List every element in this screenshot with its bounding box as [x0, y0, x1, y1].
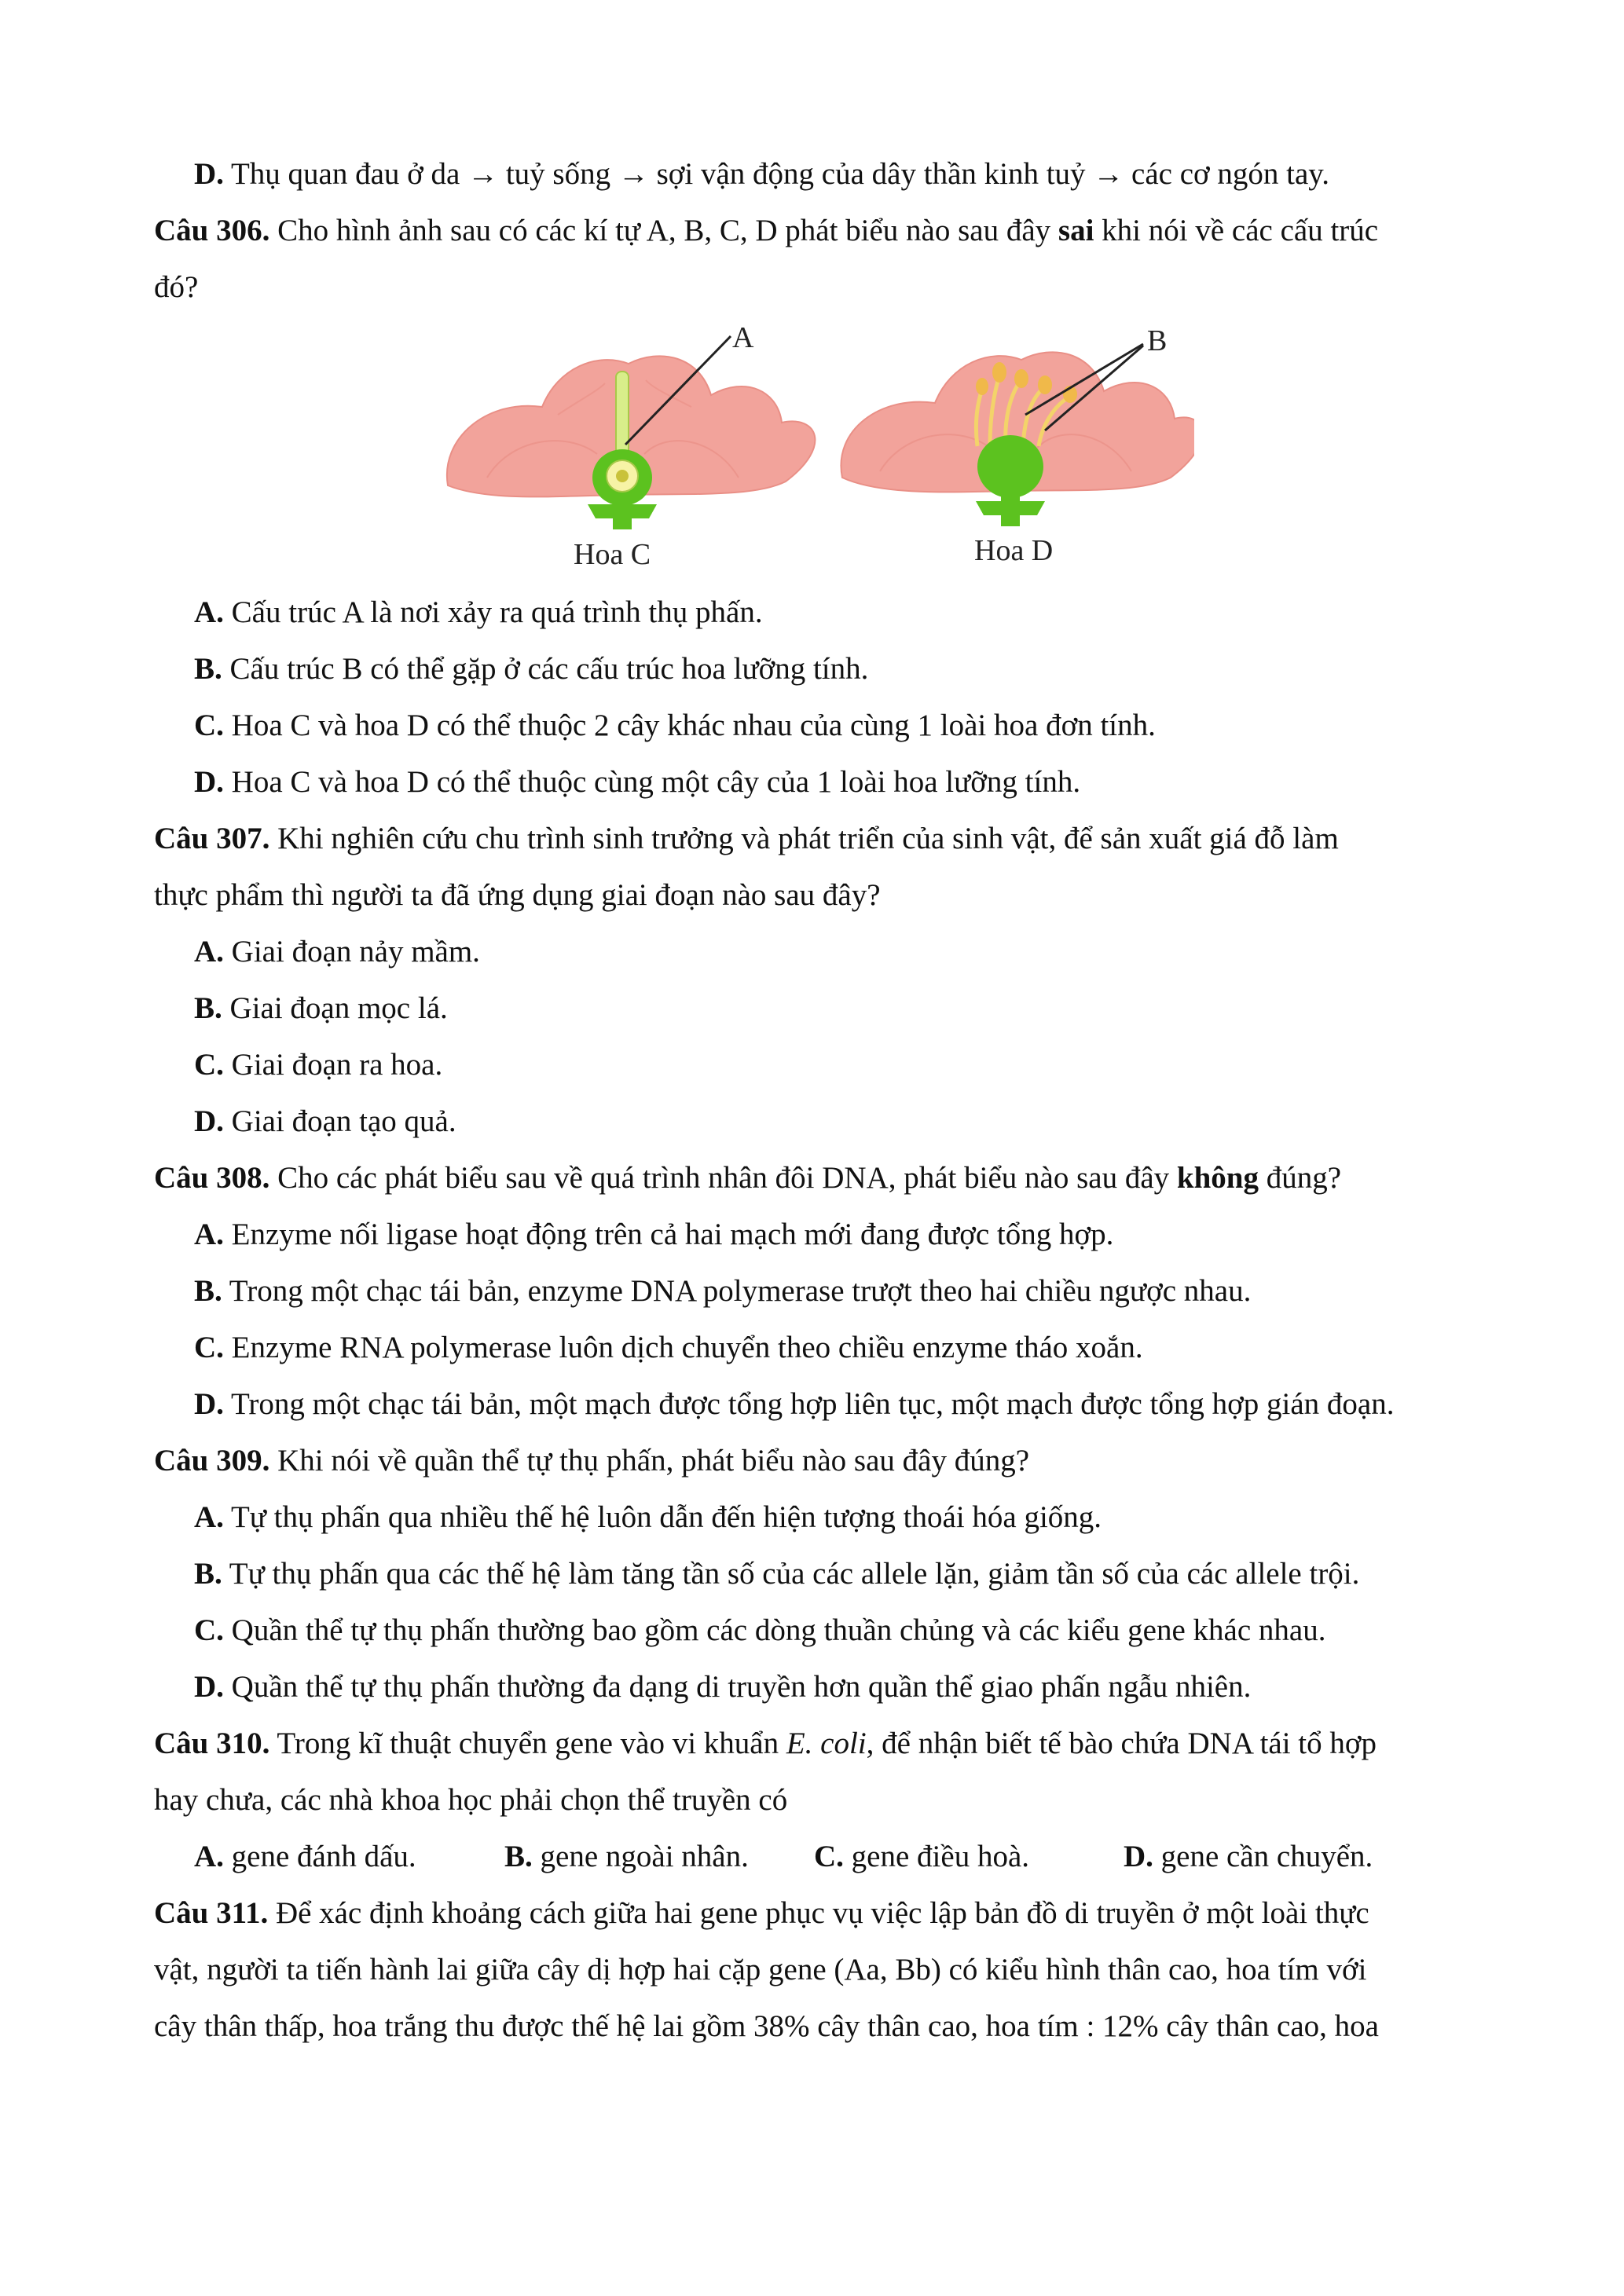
option-letter: B.	[194, 991, 222, 1025]
option-letter: D.	[194, 1387, 224, 1421]
question-310	[154, 1725, 1377, 1763]
option-text: gene điều hoà.	[843, 1840, 1029, 1873]
flower-c	[447, 321, 816, 571]
option-text: Trong một chạc tái bản, một mạch được tổng hợp liên tục, một mạch được tổng hợp gián đoạn.	[223, 1387, 1395, 1421]
option-307-c	[194, 1046, 442, 1084]
option-text: gene cần chuyển.	[1153, 1840, 1373, 1873]
option-text: gene ngoài nhân.	[532, 1840, 749, 1873]
option-letter: C.	[194, 1048, 224, 1082]
option-text: Giai đoạn nảy mầm.	[223, 935, 480, 969]
question-label: Câu 306.	[154, 214, 270, 247]
option-305-d	[194, 156, 1329, 193]
flower-d	[841, 324, 1194, 567]
option-text: Enzyme nối ligase hoạt động trên cả hai mạch mới đang được tổng hợp.	[223, 1218, 1114, 1251]
option-letter: A.	[194, 935, 224, 969]
option-letter: D.	[1124, 1840, 1153, 1873]
option-307-b	[194, 990, 448, 1027]
question-emphasis: không	[1176, 1161, 1259, 1195]
question-text: Khi nghiên cứu chu trình sinh trưởng và phát triển của sinh vật, để sản xuất giá đỗ làm	[269, 822, 1339, 855]
marker-a: A	[732, 321, 754, 354]
question-label: Câu 310.	[154, 1727, 270, 1760]
option-letter: A.	[194, 595, 224, 629]
option-text: Enzyme RNA polymerase luôn dịch chuyển theo chiều enzyme tháo xoắn.	[223, 1331, 1143, 1364]
question-label: Câu 307.	[154, 822, 270, 855]
option-letter: B.	[194, 1557, 222, 1591]
question-307	[154, 820, 1339, 858]
option-309-b	[194, 1555, 1359, 1593]
option-letter: D.	[194, 765, 224, 799]
option-310-c	[814, 1838, 1029, 1876]
option-letter: D.	[194, 1670, 224, 1704]
question-308	[154, 1159, 1341, 1197]
option-letter: A.	[194, 1840, 224, 1873]
option-309-a	[194, 1499, 1102, 1536]
question-label: Câu 311.	[154, 1896, 269, 1930]
question-text: Trong kĩ thuật chuyển gene vào vi khuẩn	[269, 1727, 786, 1760]
option-letter: C.	[194, 1331, 224, 1364]
flower-d-label: Hoa D	[974, 534, 1054, 567]
option-text: Trong một chạc tái bản, enzyme DNA polymerase trượt theo hai chiều ngược nhau.	[222, 1274, 1252, 1308]
question-307-continuation: thực phẩm thì người ta đã ứng dụng giai đoạn nào sau đây?	[154, 878, 881, 912]
option-text: Tự thụ phấn qua các thế hệ làm tăng tần số của các allele lặn, giảm tần số của các allele trội.	[222, 1557, 1360, 1591]
option-letter: B.	[504, 1840, 533, 1873]
question-309	[154, 1442, 1029, 1480]
question-text: Khi nói về quần thể tự thụ phấn, phát biểu nào sau đây đúng?	[269, 1444, 1030, 1478]
option-306-d	[194, 764, 1080, 801]
option-308-a	[194, 1216, 1113, 1254]
question-311-continuation-1: vật, người ta tiến hành lai giữa cây dị hợp hai cặp gene (Aa, Bb) có kiểu hình thân cao, hoa tím với	[154, 1953, 1367, 1987]
option-310-b	[504, 1838, 749, 1876]
option-308-d	[194, 1386, 1394, 1423]
option-309-d	[194, 1668, 1251, 1706]
flower-diagram	[440, 320, 1194, 572]
option-text: Hoa C và hoa D có thể thuộc cùng một cây của 1 loài hoa lưỡng tính.	[223, 765, 1081, 799]
option-letter: A.	[194, 1500, 224, 1534]
option-text: Hoa C và hoa D có thể thuộc 2 cây khác nhau của cùng 1 loài hoa đơn tính.	[223, 709, 1156, 742]
question-emphasis: sai	[1058, 214, 1094, 247]
option-308-c	[194, 1329, 1143, 1367]
option-text: Giai đoạn ra hoa.	[223, 1048, 443, 1082]
question-text-end: khi nói về các cấu trúc	[1094, 214, 1379, 247]
option-310-d	[1124, 1838, 1373, 1876]
question-text: Để xác định khoảng cách giữa hai gene phục vụ việc lập bản đồ di truyền ở một loài thực	[268, 1896, 1369, 1930]
option-text: Giai đoạn tạo quả.	[223, 1104, 456, 1138]
question-306-continuation: đó?	[154, 270, 199, 304]
option-letter: C.	[814, 1840, 844, 1873]
option-letter: A.	[194, 1218, 224, 1251]
question-italic-term: E. coli	[786, 1727, 867, 1760]
option-letter: C.	[194, 709, 224, 742]
option-text: gene đánh dấu.	[223, 1840, 416, 1873]
option-letter: B.	[194, 1274, 222, 1308]
question-311	[154, 1895, 1369, 1932]
option-letter: D.	[194, 157, 224, 191]
question-text-end: đúng?	[1258, 1161, 1342, 1195]
option-letter: C.	[194, 1613, 224, 1647]
question-306	[154, 212, 1378, 250]
option-text: Thụ quan đau ở da → tuỷ sống → sợi vận động của dây thần kinh tuỷ → các cơ ngón tay.	[223, 157, 1330, 191]
option-text: Cấu trúc A là nơi xảy ra quá trình thụ phấn.	[223, 595, 763, 629]
question-text: Cho hình ảnh sau có các kí tự A, B, C, D phát biểu nào sau đây	[269, 214, 1058, 247]
option-text: Cấu trúc B có thể gặp ở các cấu trúc hoa lưỡng tính.	[222, 652, 869, 686]
option-text: Giai đoạn mọc lá.	[222, 991, 448, 1025]
option-text: Tự thụ phấn qua nhiều thế hệ luôn dẫn đến hiện tượng thoái hóa giống.	[223, 1500, 1102, 1534]
question-label: Câu 308.	[154, 1161, 270, 1195]
option-text: Quần thể tự thụ phấn thường bao gồm các dòng thuần chủng và các kiểu gene khác nhau.	[223, 1613, 1326, 1647]
option-text: Quần thể tự thụ phấn thường đa dạng di truyền hơn quần thể giao phấn ngẫu nhiên.	[223, 1670, 1252, 1704]
option-306-b	[194, 650, 868, 688]
question-311-continuation-2: cây thân thấp, hoa trắng thu được thế hệ lai gồm 38% cây thân cao, hoa tím : 12% cây thân cao, hoa	[154, 2009, 1379, 2043]
flower-c-label: Hoa C	[574, 538, 651, 571]
option-letter: D.	[194, 1104, 224, 1138]
option-310-a	[194, 1838, 416, 1876]
question-310-continuation: hay chưa, các nhà khoa học phải chọn thể truyền có	[154, 1783, 788, 1817]
option-306-a	[194, 594, 763, 632]
option-306-c	[194, 707, 1156, 745]
question-text-end: , để nhận biết tế bào chứa DNA tái tổ hợp	[866, 1727, 1377, 1760]
question-label: Câu 309.	[154, 1444, 270, 1478]
option-letter: B.	[194, 652, 222, 686]
question-text: Cho các phát biểu sau về quá trình nhân đôi DNA, phát biểu nào sau đây	[269, 1161, 1177, 1195]
option-308-b	[194, 1273, 1251, 1310]
option-307-d	[194, 1103, 456, 1141]
option-309-c	[194, 1612, 1325, 1650]
marker-b: B	[1147, 324, 1168, 357]
option-307-a	[194, 933, 480, 971]
